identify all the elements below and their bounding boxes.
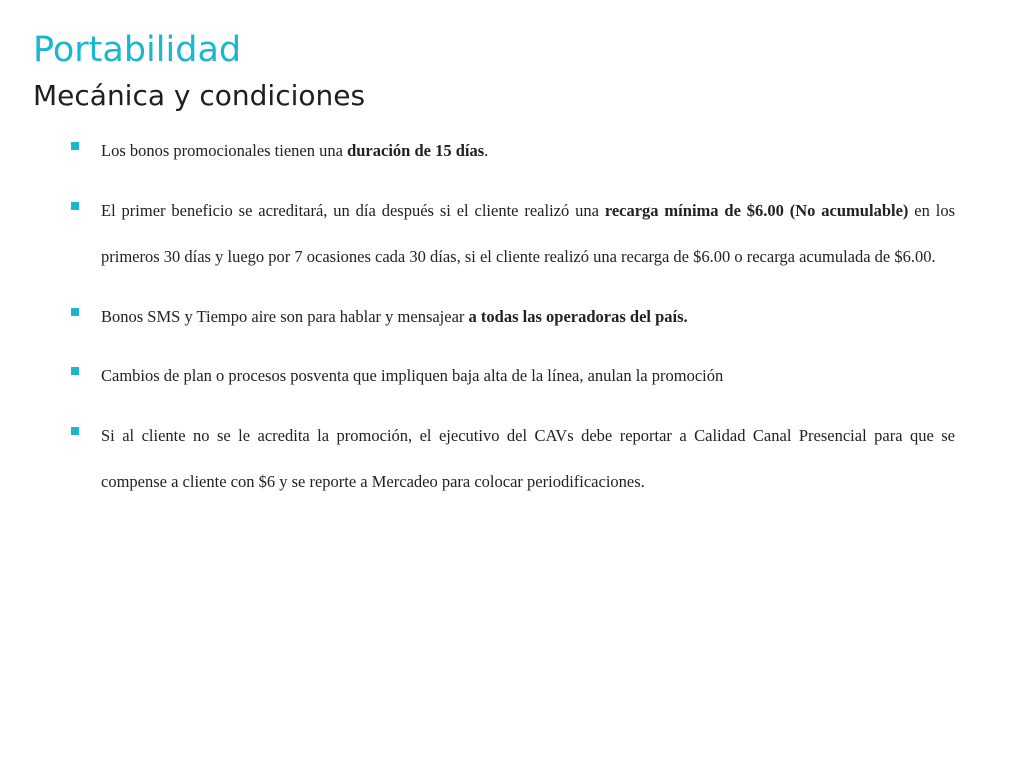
- square-bullet-icon: [71, 308, 79, 316]
- bullet-plan-changes: [101, 353, 955, 400]
- bullet-sms-airtime: [101, 294, 955, 341]
- bullet-bold-text: recarga mínima de $6.00 (No acumulable): [604, 200, 909, 220]
- bullet-bold-text: duración de 15 días: [347, 141, 485, 160]
- slide-subtitle: Mecánica y condiciones: [33, 79, 366, 112]
- bullet-text: .: [484, 141, 489, 160]
- square-bullet-icon: [71, 202, 79, 210]
- bullet-duration: [101, 128, 955, 175]
- square-bullet-icon: [71, 142, 79, 150]
- bullet-bold-text: a todas las operadoras del país.: [468, 306, 688, 326]
- square-bullet-icon: [71, 367, 79, 375]
- bullet-list: [0, 128, 1024, 519]
- bullet-text: Bonos SMS y Tiempo aire son para hablar y mensajear: [101, 306, 469, 326]
- bullet-text: Los bonos promocionales tienen una: [101, 141, 348, 160]
- bullet-text: en los primeros 30 días y luego por 7 ocasiones cada 30 días, si el cliente realizó una recarga de $6.00 o recarga acumulada de $6.00.: [101, 200, 955, 266]
- bullet-not-credited: [101, 413, 955, 506]
- bullet-first-benefit: [101, 188, 955, 281]
- bullet-text: El primer beneficio se acreditará, un día después si el cliente realizó una: [101, 200, 605, 220]
- bullet-text: Si al cliente no se le acredita la promoción, el ejecutivo del CAVs debe reportar a Calidad Canal Presencial para que se compense a cliente con $6 y se reporte a Mercadeo para colocar periodificaciones.: [101, 425, 955, 491]
- square-bullet-icon: [71, 427, 79, 435]
- bullet-text: Cambios de plan o procesos posventa que impliquen baja alta de la línea, anulan la promoción: [101, 366, 724, 385]
- slide-title: Portabilidad: [33, 30, 242, 70]
